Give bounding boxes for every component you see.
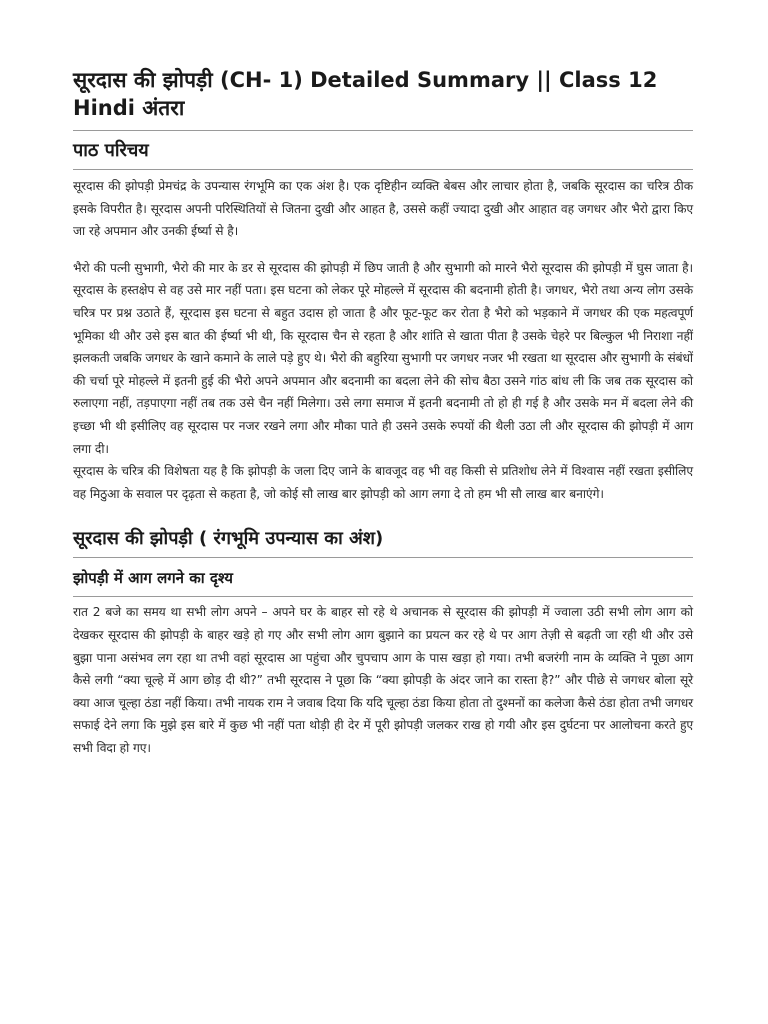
intro-paragraph-2: भैरो की पत्नी सुभागी, भैरो की मार के डर से सूरदास की झोपड़ी में छिप जाती है और सुभागी को मारने भैरो सूरदास की झोपड़ी में घुस जाता है। सूरदास के हस्तक्षेप से वह उसे मार नहीं पता। इस घटना को लेकर पूरे मोहल्ले में सूरदास की बदनामी होती है। जगधर, भैरो तथा अन्य लोग उसके चरित्र पर प्रश्न उठाते हैं, सूरदास इस घटना से बहुत उदास हो जाता है और फूट-फूट कर रोता है भैरो को भड़काने में जगधर की एक महत्वपूर्ण भूमिका थी और उसे इस बात की ईर्ष्या भी थी, कि सूरदास चैन से रहता है और शांति से खाता पीता है उसके चेहरे पर बिल्कुल भी निराशा नहीं झलकती जबकि जगधर के खाने कमाने के लाले पड़े हुए थे। भैरो की बहुरिया सुभागी पर जगधर नजर भी रखता था सूरदास और सुभागी के संबंधों की चर्चा पूरे मोहल्ले में इतनी हुई की भैरो अपने अपमान और बदनामी का बदला लेने की सोच बैठा उसने गांठ बांध ली कि जब तक सूरदास को रुलाएगा नहीं, तड़पाएगा नहीं तब तक उसे चैन नहीं मिलेगा। उसे लगा समाज में इतनी बदनामी तो हो ही गई है और उसके मन में बदला लेने की इच्छा भी थी इसीलिए वह सूरदास पर नजर रखने लगा और मौका पाते ही उसने उसके रुपयों की थैली उठा ली और सूरदास की झोपड़ी में आग लगा दी। [73, 260, 693, 456]
section-divider [73, 557, 693, 558]
section-divider [73, 169, 693, 170]
document-page [73, 66, 693, 759]
page-title: सूरदास की झोपड़ी (CH- 1) Detailed Summary || Class 12 Hindi अंतरा [73, 68, 658, 120]
intro-paragraph-3: सूरदास के चरित्र की विशेषता यह है कि झोपड़ी के जला दिए जाने के बावजूद वह भी वह किसी से प्रतिशोध लेने में विश्वास नहीं रखता इसीलिए वह मिठुआ के सवाल पर दृढ़ता से कहता है, जो कोई सौ लाख बार झोपड़ी को आग लगा दे तो हम भी सौ लाख बार बनाएंगे। [73, 464, 693, 501]
section-heading-intro: पाठ परिचय [73, 140, 149, 161]
subsection-divider [73, 596, 693, 597]
section-heading-excerpt: सूरदास की झोपड़ी ( रंगभूमि उपन्यास का अंश) [73, 528, 384, 550]
title-divider [73, 130, 693, 131]
fire-scene-paragraph: रात 2 बजे का समय था सभी लोग अपने – अपने घर के बाहर सो रहे थे अचानक से सूरदास की झोपड़ी में ज्वाला उठी सभी लोग आग को देखकर सूरदास की झोपड़ी के बाहर खड़े हो गए और सभी लोग आग बुझाने का प्रयत्न कर रहे थे पर आग तेज़ी से बढ़ती जा रही थी और उसे बुझा पाना असंभव लग रहा था तभी वहां सूरदास आ पहुंचा और चुपचाप आग के पास खड़ा हो गया। तभी बजरंगी नाम के व्यक्ति ने पूछा आग कैसे लगी “क्या चूल्हे में आग छोड़ दी थी?” तभी सूरदास ने पूछा कि “क्या झोपड़ी के अंदर जाने का रास्ता है?” और पीछे से जगधर बोला सूरे क्या आज चूल्हा ठंडा नहीं किया। तभी नायक राम ने जवाब दिया कि यदि चूल्हा ठंडा किया होता तो दुश्मनों का कलेजा कैसे ठंडा होता तभी जगधर सफाई देने लगा कि मुझे इस बारे में कुछ भी नहीं पता थोड़ी ही देर में पूरी झोपड़ी जलकर राख हो गयी और इस दुर्घटना पर आलोचना करते हुए सभी विदा हो गए। [73, 605, 694, 755]
intro-paragraph-1: सूरदास की झोपड़ी प्रेमचंद्र के उपन्यास रंगभूमि का एक अंश है। एक दृष्टिहीन व्यक्ति बेबस और लाचार होता है, जबकि सूरदास का चरित्र ठीक इसके विपरीत है। सूरदास अपनी परिस्थितियों से जितना दुखी और आहत है, उससे कहीं ज्यादा दुखी और आहात वह जगधर और भैरो द्वारा किए जा रहे अपमान और उनकी ईर्ष्या से है। [73, 179, 693, 239]
subsection-heading-fire-scene: झोपड़ी में आग लगने का दृश्य [73, 569, 233, 588]
